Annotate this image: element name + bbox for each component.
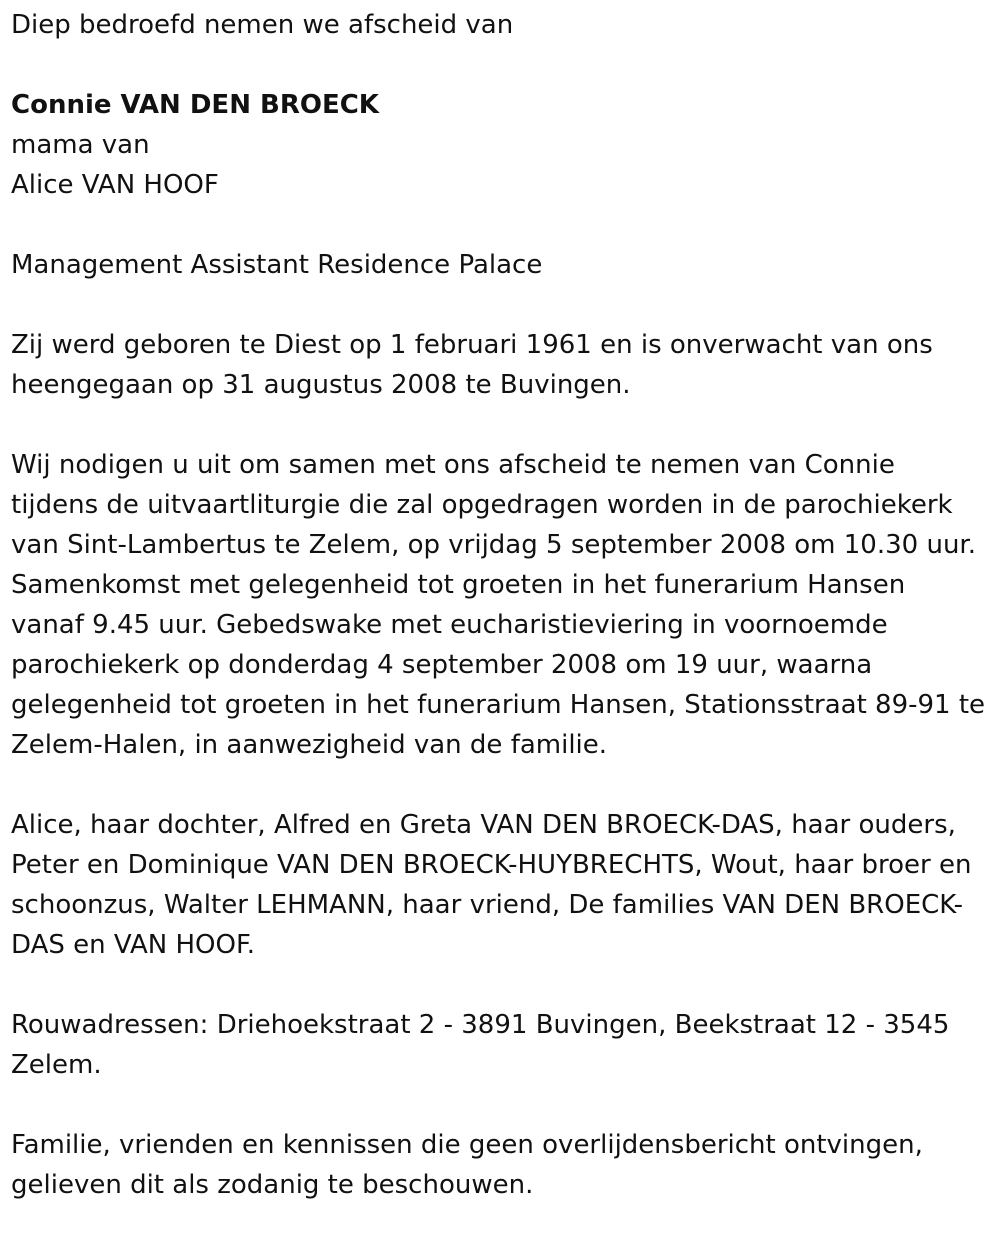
spacer (11, 405, 988, 445)
deceased-name: Connie VAN DEN BROECK (11, 90, 379, 120)
relation-text: mama van (11, 130, 150, 160)
child-name: Alice VAN HOOF (11, 170, 219, 200)
closing-paragraph: Familie, vrienden en kennissen die geen overlijdensbericht ontvingen, gelieven dit als zodanig te beschouwen. (11, 1130, 923, 1200)
spacer (11, 1085, 988, 1125)
funeral-info-paragraph: Wij nodigen u uit om samen met ons afscheid te nemen van Connie tijdens de uitvaartliturgie die zal opgedragen worden in de parochiekerk van Sint-Lambertus te Zelem, op vrijdag 5 september 2008 om 10.30 uur. Samenkomst met gelegenheid tot groeten in het funerarium Hansen vanaf 9.45 uur. Gebedswake met eucharistieviering in voornoemde parochiekerk op donderdag 4 september 2008 om 19 uur, waarna gelegenheid tot groeten in het funerarium Hansen, Stationsstraat 89-91 te Zelem-Halen, in aanwezigheid van de familie. (11, 450, 986, 760)
spacer (11, 765, 988, 805)
family-paragraph: Alice, haar dochter, Alfred en Greta VAN DEN BROECK-DAS, haar ouders, Peter en Dominique VAN DEN BROECK-HUYBRECHTS, Wout, haar broer en schoonzus, Walter LEHMANN, haar vriend, De families VAN DEN BROECK-DAS en VAN HOOF. (11, 810, 972, 960)
birth-death-paragraph: Zij werd geboren te Diest op 1 februari 1961 en is onverwacht van ons heengegaan op 31 augustus 2008 te Buvingen. (11, 330, 933, 400)
spacer (11, 205, 988, 245)
spacer (11, 965, 988, 1005)
intro-text: Diep bedroefd nemen we afscheid van (11, 10, 514, 40)
addresses-paragraph: Rouwadressen: Driehoekstraat 2 - 3891 Buvingen, Beekstraat 12 - 3545 Zelem. (11, 1010, 950, 1080)
spacer (11, 285, 988, 325)
spacer (11, 45, 988, 85)
occupation-text: Management Assistant Residence Palace (11, 250, 543, 280)
